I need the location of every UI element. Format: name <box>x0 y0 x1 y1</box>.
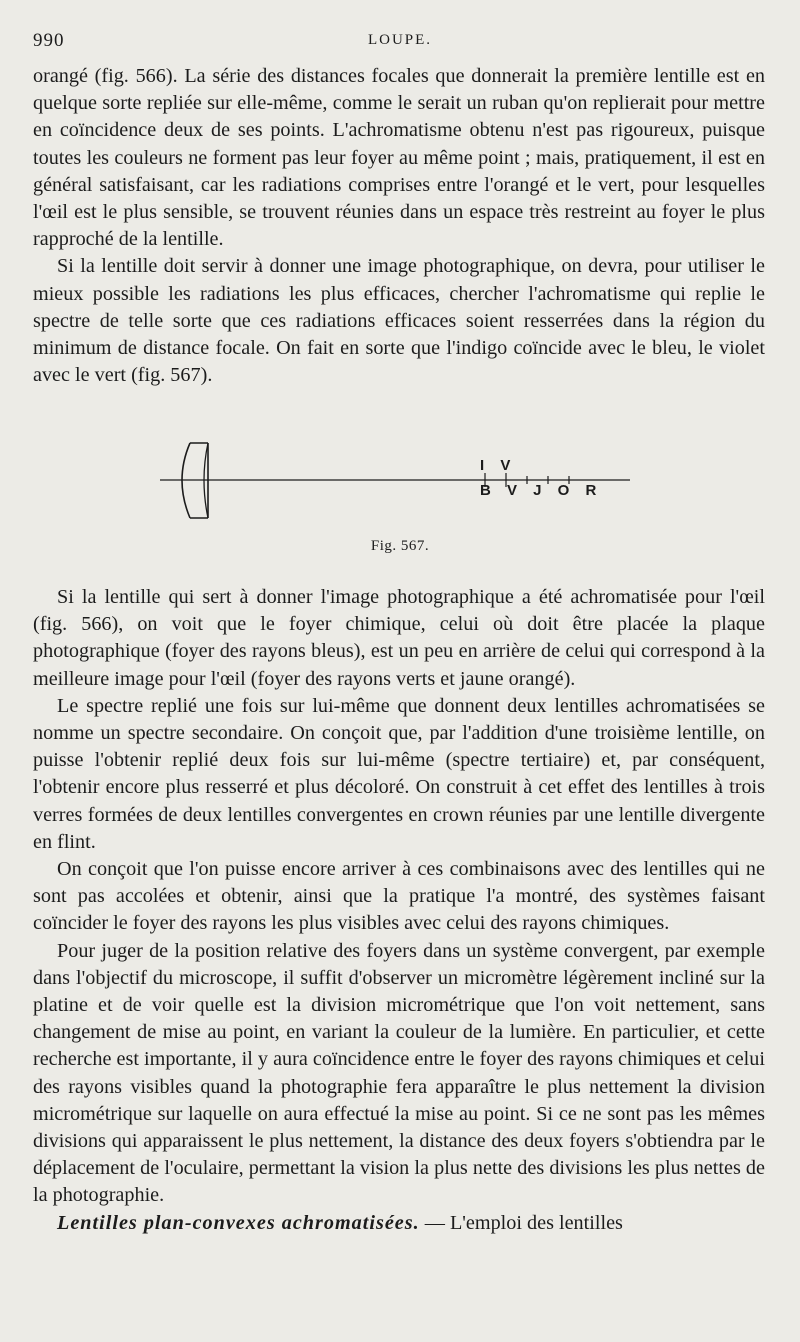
page-header <box>33 30 767 54</box>
paragraph: Si la lentille qui sert à donner l'image photographique a été achromatisée pour l'œil (fig. 566), on voit que le foyer chimique, celui où doit être placée la plaque photographique (foyer des rayons bleus), est un peu en arrière de celui qui correspond à la meilleure image pour l'œil (foyer des rayons verts et jaune orangé). <box>33 586 765 690</box>
paragraph: orangé (fig. 566). La série des distances focales que donnerait la première lentille est en quelque sorte repliée sur elle-même, comme le serait un ruban qu'on replierait pour mettre en coïncidence deux de ses points. L'achromatisme obtenu n'est pas rigoureux, puisque toutes les couleurs ne forment pas leur foyer au même point ; mais, pratiquement, il est en général satisfaisant, car les radiations comprises entre l'orangé et le vert, pour lesquelles l'œil est le plus sensible, se trouvent réunies dans un espace très restreint au foyer le plus rapproché de la lentille. <box>33 65 765 251</box>
figure-caption: Fig. 567. <box>370 538 430 554</box>
paragraph: Si la lentille doit servir à donner une image photographique, on devra, pour utiliser le mieux possible les radiations les plus efficaces, chercher l'achromatisme qui replie le spectre de telle sorte que ces radiations efficaces soient resserrées dans la région du minimum de distance focale. On fait en sorte que l'indigo coïncide avec le bleu, le violet avec le vert (fig. 567). <box>33 255 765 387</box>
running-title: LOUPE. <box>367 32 433 48</box>
paragraph: Le spectre replié une fois sur lui-même que donnent deux lentilles achromatisées se nomme un spectre secondaire. On conçoit que, par l'addition d'une troisième lentille, on puisse l'obtenir replié deux fois sur lui-même (spectre tertiaire) et, par conséquent, l'obtenir encore plus resserré et plus décoloré. On construit à cet effet des lentilles à trois verres formées de deux lentilles convergentes en crown réunies par une lentille divergente en flint. <box>33 694 765 853</box>
paragraph-last-line <box>33 1210 765 1237</box>
page-number: 990 <box>33 30 65 51</box>
text-block-upper <box>33 63 765 389</box>
paragraph: Pour juger de la position relative des foyers dans un système convergent, par exemple dans l'objectif du microscope, il suffit d'observer un micromètre légèrement incliné sur la platine et de voir quelle est la division micrométrique que l'on voit nettement, sans changement de mise au point, en variant la couleur de la lumière. En particulier, et cette recherche est importante, il y aura coïncidence entre le foyer des rayons chimiques et celui des rayons visibles quand la photographie fera apparaître le plus nettement la division micrométrique sur laquelle on aura effectué la mise au point. Si ce ne sont pas les mêmes divisions qui apparaissent le plus nettement, la distance des deux foyers s'obtiendra par le déplacement de l'oculaire, permettant la vision la plus nette des divisions les plus nettes de la photographie. <box>33 939 765 1207</box>
paragraph: On conçoit que l'on puisse encore arriver à ces combinaisons avec des lentilles qui ne sont pas accolées et obtenir, ainsi que la pratique l'a montré, des systèmes faisant coïncider le foyer des rayons les plus visibles avec celui des rayons chimiques. <box>33 858 765 935</box>
section-intro-text: — L'emploi des lentilles <box>419 1211 623 1234</box>
figure-labels-top: I V <box>480 457 517 474</box>
section-title: Lentilles plan-convexes achromatisées. <box>57 1211 420 1234</box>
figure-labels-bottom: B V J O R <box>480 482 603 499</box>
text-block-lower <box>33 584 765 1237</box>
